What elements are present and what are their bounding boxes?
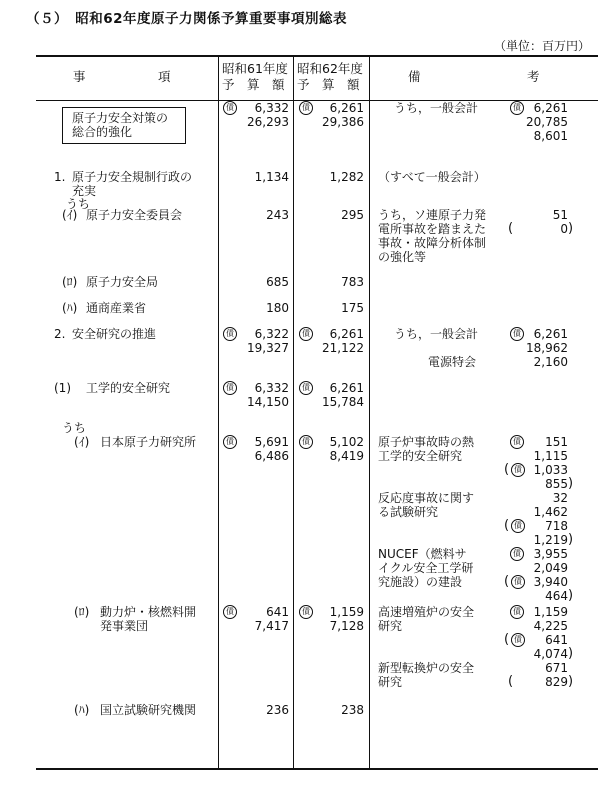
pnc-n1-v4: 4,074 [533,647,568,661]
top-s62-total: 29,386 [322,115,364,129]
unit-label: （単位：百万円） [494,39,591,53]
kei-mark-icon: 債 [510,327,524,341]
kei-mark-icon: 債 [223,605,237,619]
kei-mark-icon: 債 [299,327,313,341]
top-s61-total: 26,293 [247,115,289,129]
item1i-note-3: 事故・故障分析体制 [378,236,487,250]
column-divider-3 [369,55,370,769]
paren-close: ) [568,221,574,236]
jaeri-uchi: うち [62,421,87,435]
item1-label-1: 原子力安全規制行政の [72,170,193,184]
item1ro-mark: (ﾛ) [62,275,78,289]
header-s62-1: 昭和62年度 [297,61,363,76]
jaeri-mark: (ｲ) [74,435,90,449]
jaeri-n3-v1: 3,955 [533,547,568,561]
jaeri-n3-v4: 464 [545,589,568,603]
item1-label-2: 充実 [72,184,97,198]
jaeri-n3-line2: イクル安全工学研 [378,561,474,575]
pnc-s61-total: 7,417 [254,619,289,633]
paren-open: ( [504,574,510,589]
item2-1-label: 工学的安全研究 [86,381,171,395]
top-note: うち，一般会計 [394,101,479,115]
header-s62-2: 予 算 額 [297,77,360,92]
pnc-s61-kei: 641 [266,605,289,619]
item1-s61: 1,134 [254,170,289,184]
jaeri-n2-v3: 718 [545,519,568,533]
item1i-note-v2: 0 [560,222,568,236]
top-note-v2: 20,785 [526,115,568,129]
item2-note-1: うち，一般会計 [394,327,479,341]
header-s61-2: 予 算 額 [222,77,285,92]
pnc-s62-total: 7,128 [329,619,364,633]
pnc-n2-v2: 829 [545,675,568,689]
pnc-n1-v2: 4,225 [533,619,568,633]
item1ha-mark: (ﾊ) [62,301,78,315]
item2-1-s61-total: 14,150 [247,395,289,409]
item1ro-s62: 783 [341,275,364,289]
item2-number: 2. [54,327,66,341]
header-s61-1: 昭和61年度 [222,61,288,76]
jaeri-n2-v2: 1,462 [533,505,568,519]
pnc-n2-line2: 研究 [378,675,403,689]
item1ha-s61: 180 [266,301,289,315]
paren-open: ( [504,462,510,477]
nri-s62: 238 [341,703,364,717]
item2-s62-kei: 6,261 [329,327,364,341]
top-s61-kei: 6,332 [254,101,289,115]
kei-mark-icon: 債 [510,435,524,449]
paren-close: ) [568,646,574,661]
jaeri-n3-line1: NUCEF（燃料サ [378,547,467,561]
item1ha-label: 通商産業省 [86,301,147,315]
jaeri-s61-total: 6,486 [254,449,289,463]
item2-note-v3: 2,160 [533,355,568,369]
kei-mark-icon: 債 [510,547,524,561]
paren-open: ( [508,221,514,236]
kei-mark-icon: 債 [510,101,524,115]
header-biko-2: 考 [527,69,540,84]
item1i-note-2: 電所事故を踏まえた [378,222,487,236]
table-top-rule [36,55,598,57]
jaeri-n2-v4: 1,219 [533,533,568,547]
paren-close: ) [568,674,574,689]
header-jiko-2: 項 [158,69,171,84]
item2-1-s62-total: 15,784 [322,395,364,409]
kei-mark-icon: 債 [223,101,237,115]
kei-mark-icon: 債 [299,101,313,115]
paren-close: ) [568,532,574,547]
pnc-label-1: 動力炉・核燃料開 [100,605,197,619]
paren-close: ) [568,476,574,491]
item2-1-s61-kei: 6,332 [254,381,289,395]
pnc-n1-v3: 641 [545,633,568,647]
kei-mark-icon: 債 [299,435,313,449]
item1i-note-4: の強化等 [378,250,427,264]
jaeri-n3-v3: 3,940 [533,575,568,589]
paren-open: ( [508,674,514,689]
jaeri-n1-v4: 855 [545,477,568,491]
item1i-s62: 295 [341,208,364,222]
kei-mark-icon: 債 [511,633,525,647]
pnc-n1-v1: 1,159 [533,605,568,619]
item2-s61-kei: 6,322 [254,327,289,341]
pnc-mark: (ﾛ) [74,605,90,619]
top-item-label-2: 総合的強化 [72,125,133,139]
pnc-n1-line1: 高速増殖炉の安全 [378,605,475,619]
item2-1-number: (1) [54,381,71,395]
nri-s61: 236 [266,703,289,717]
top-note-v3: 8,601 [533,129,568,143]
kei-mark-icon: 債 [223,327,237,341]
nri-mark: (ﾊ) [74,703,90,717]
header-jiko-1: 事 [73,69,86,84]
item2-1-s62-kei: 6,261 [329,381,364,395]
item1-note: （すべて一般会計） [378,170,486,184]
kei-mark-icon: 債 [299,381,313,395]
jaeri-n3-line3: 究施設）の建設 [378,575,463,589]
kei-mark-icon: 債 [510,605,524,619]
pnc-n2-line1: 新型転換炉の安全 [378,661,475,675]
item1ro-s61: 685 [266,275,289,289]
top-s62-kei: 6,261 [329,101,364,115]
jaeri-n1-v2: 1,115 [533,449,568,463]
item1i-label: 原子力安全委員会 [86,208,183,222]
item1-number: 1. [54,170,66,184]
jaeri-n2-line1: 反応度事故に関す [378,491,475,505]
item1i-s61: 243 [266,208,289,222]
top-item-label-1: 原子力安全対策の [72,111,169,125]
nri-label: 国立試験研究機関 [100,703,197,717]
item1-uchi: うち [66,197,91,211]
column-divider-1 [218,55,219,769]
table-bottom-rule [36,768,598,770]
jaeri-s62-total: 8,419 [329,449,364,463]
item1i-note-1: うち，ソ連原子力発 [378,208,487,222]
pnc-label-2: 発事業団 [100,619,149,633]
kei-mark-icon: 債 [511,519,525,533]
kei-mark-icon: 債 [223,435,237,449]
kei-mark-icon: 債 [511,463,525,477]
item2-note-2: 電源特会 [428,355,477,369]
jaeri-n1-v3: 1,033 [533,463,568,477]
jaeri-s62-kei: 5,102 [329,435,364,449]
kei-mark-icon: 債 [299,605,313,619]
kei-mark-icon: 債 [511,575,525,589]
jaeri-s61-kei: 5,691 [254,435,289,449]
item2-label: 安全研究の推進 [72,327,157,341]
kei-mark-icon: 債 [223,381,237,395]
item1i-note-v1: 51 [552,208,568,222]
paren-open: ( [504,632,510,647]
jaeri-label: 日本原子力研究所 [100,435,197,449]
item1ro-label: 原子力安全局 [86,275,159,289]
pnc-s62-kei: 1,159 [329,605,364,619]
pnc-n1-line2: 研究 [378,619,403,633]
jaeri-n1-line1: 原子炉事故時の熱 [378,435,475,449]
item1ha-s62: 175 [341,301,364,315]
page-title: （５） 昭和62年度原子力関係予算重要事項別総表 [26,11,348,27]
header-biko-1: 備 [408,69,421,84]
jaeri-n2-line2: る試験研究 [378,505,439,519]
item2-s62-total: 21,122 [322,341,364,355]
paren-close: ) [568,588,574,603]
item2-s61-total: 19,327 [247,341,289,355]
top-note-kei: 6,261 [533,101,568,115]
pnc-n2-v1: 671 [545,661,568,675]
jaeri-n3-v2: 2,049 [533,561,568,575]
jaeri-n1-line2: 工学的安全研究 [378,449,463,463]
item2-note-kei: 6,261 [533,327,568,341]
jaeri-n2-v1: 32 [552,491,568,505]
column-divider-2 [293,55,294,769]
jaeri-n1-v1: 151 [545,435,568,449]
item2-note-v2: 18,962 [526,341,568,355]
paren-open: ( [504,518,510,533]
item1i-mark: (ｲ) [62,208,78,222]
item1-s62: 1,282 [329,170,364,184]
